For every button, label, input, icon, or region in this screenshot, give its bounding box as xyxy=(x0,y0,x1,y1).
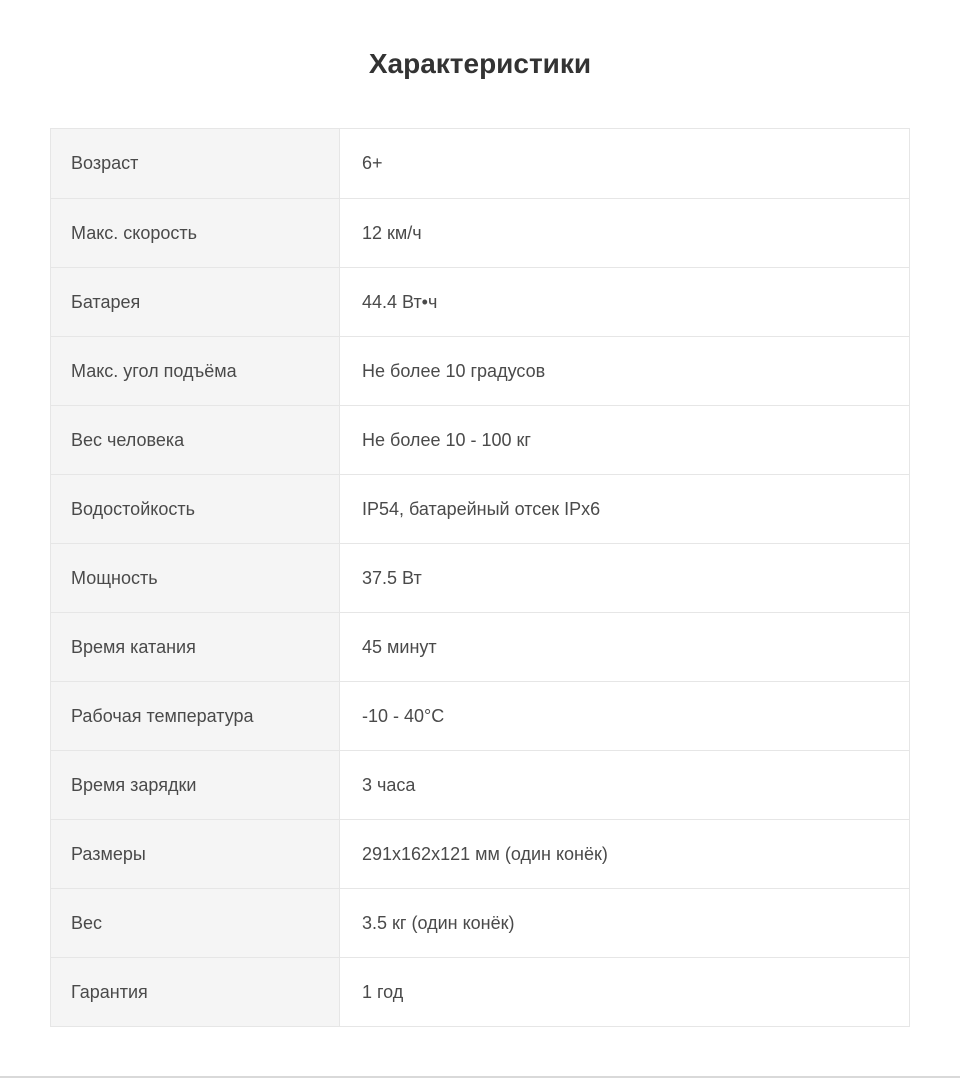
spec-label: Время катания xyxy=(51,613,340,681)
table-row xyxy=(51,129,909,198)
spec-value: IP54, батарейный отсек IPx6 xyxy=(340,475,909,543)
table-row xyxy=(51,267,909,336)
spec-value: 1 год xyxy=(340,958,909,1026)
table-row xyxy=(51,888,909,957)
spec-label: Вес человека xyxy=(51,406,340,474)
spec-label: Вес xyxy=(51,889,340,957)
spec-label: Возраст xyxy=(51,129,340,198)
spec-value: 291x162x121 мм (один конёк) xyxy=(340,820,909,888)
spec-value: 3.5 кг (один конёк) xyxy=(340,889,909,957)
spec-label: Гарантия xyxy=(51,958,340,1026)
spec-label: Водостойкость xyxy=(51,475,340,543)
page-title: Характеристики xyxy=(368,48,592,79)
spec-value: 3 часа xyxy=(340,751,909,819)
table-row xyxy=(51,750,909,819)
spec-value: Не более 10 - 100 кг xyxy=(340,406,909,474)
spec-value: 45 минут xyxy=(340,613,909,681)
spec-label: Время зарядки xyxy=(51,751,340,819)
spec-label: Мощность xyxy=(51,544,340,612)
spec-label: Рабочая температура xyxy=(51,682,340,750)
specs-table xyxy=(50,128,910,1027)
spec-value: 12 км/ч xyxy=(340,199,909,267)
table-row xyxy=(51,957,909,1026)
table-row xyxy=(51,819,909,888)
spec-label: Батарея xyxy=(51,268,340,336)
spec-value: Не более 10 градусов xyxy=(340,337,909,405)
table-row xyxy=(51,198,909,267)
table-row xyxy=(51,612,909,681)
table-row xyxy=(51,474,909,543)
spec-label: Макс. угол подъёма xyxy=(51,337,340,405)
spec-value: 6+ xyxy=(340,129,909,198)
spec-value: 37.5 Вт xyxy=(340,544,909,612)
table-row xyxy=(51,405,909,474)
spec-label: Размеры xyxy=(51,820,340,888)
table-row xyxy=(51,543,909,612)
table-row xyxy=(51,681,909,750)
table-row xyxy=(51,336,909,405)
spec-label: Макс. скорость xyxy=(51,199,340,267)
spec-value: -10 - 40°C xyxy=(340,682,909,750)
spec-value: 44.4 Вт•ч xyxy=(340,268,909,336)
